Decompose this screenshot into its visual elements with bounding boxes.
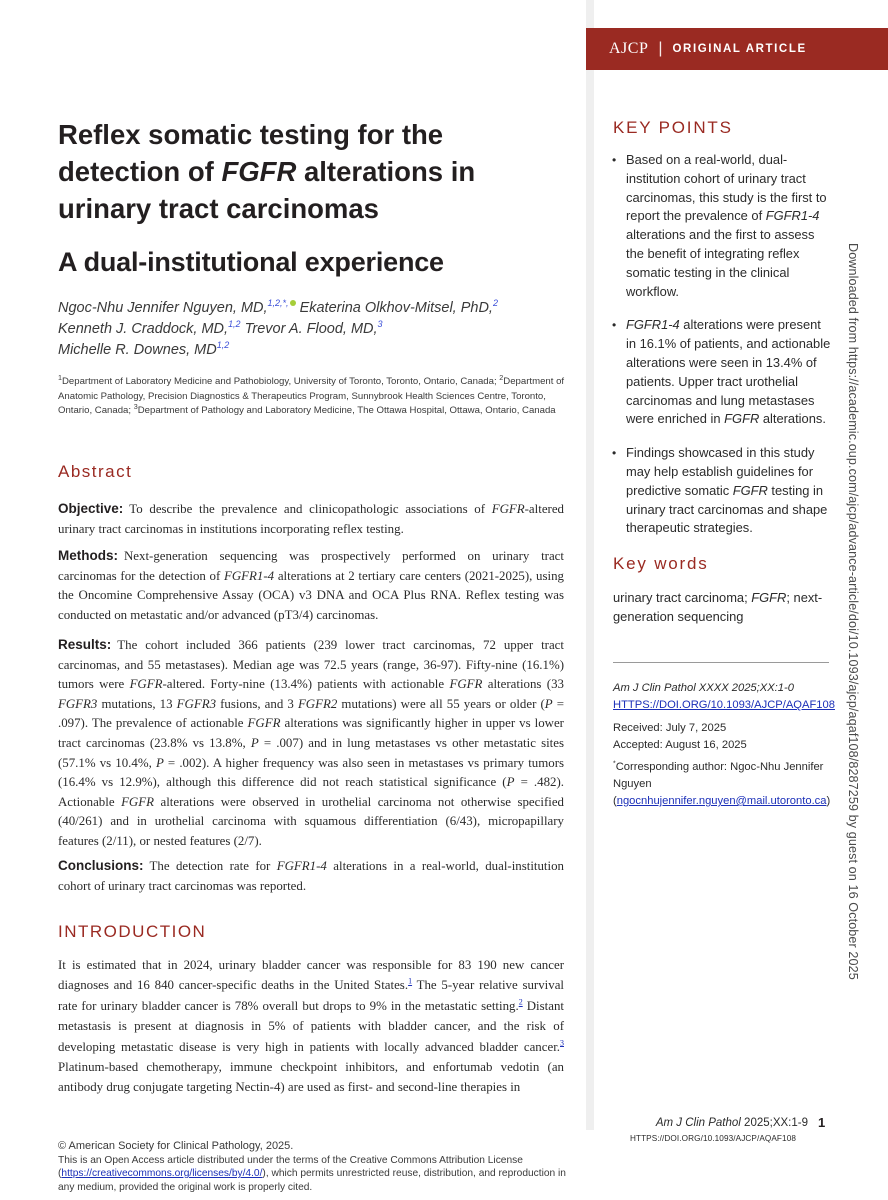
article-subtitle: A dual-institutional experience xyxy=(58,247,444,277)
abstract-methods: Methods: Next-generation sequencing was prospectively performed on urinary tract carcinomas for the detection of FGFR1-4 alterations at 2 tertiary care centers (2021-2025), using the Oncomine Comprehensive Assay (OCA) v3 DNA and OCA Plus RNA. Reflex testing was conducted on metastatic and/or advanced (pT3/4) carcinomas. xyxy=(58,548,564,622)
page-doi: HTTPS://DOI.ORG/10.1093/AJCP/AQAF108 xyxy=(629,1134,796,1143)
author-name: Ngoc-Nhu Jennifer Nguyen, MD, xyxy=(58,300,268,316)
affiliations: $^1$Department of Laboratory Medicine and Pathobiology, University of Toronto, Toronto, Ontario, Canada; $^2$Department of Anatomic Pathology, Precision Diagnostics & Therapeutics Program, Sunnybrook Health Sciences Centre, Toronto, Ontario, Canada; $^3$Department of Pathology and Laboratory Medicine, The Ottawa Hospital, Ottawa, Ontario, Canada xyxy=(58,372,565,417)
author-name: Ekaterina Olkhov-Mitsel, PhD, xyxy=(299,300,493,316)
introduction-heading: INTRODUCTION xyxy=(58,922,207,941)
journal-name: AJCP xyxy=(609,40,649,57)
license-footnote: © American Society for Clinical Pathology, 2025. This is an Open Access article distributed under the terms of the Creative Commons Attribution License (https://creativecommons.org/licenses/by/4.0/), which permits unrestricted reuse, distribution, and reproduction in any medium, provided the original work is properly cited. xyxy=(58,1140,566,1193)
corresponding-author: *Corresponding author: Ngoc-Nhu Jennifer Nguyen (ngocnhujennifer.nguyen@mail.utoronto.ca) xyxy=(613,760,831,807)
accepted-date: Accepted: August 16, 2025 xyxy=(613,739,747,751)
key-points-list xyxy=(612,151,834,553)
header-separator: | xyxy=(658,40,663,57)
divider xyxy=(613,662,829,663)
reference-link[interactable]: 3 xyxy=(560,1038,564,1048)
abstract-heading: Abstract xyxy=(58,462,133,481)
author-name: Kenneth J. Craddock, MD, xyxy=(58,321,229,337)
abstract-results: Results: The cohort included 366 patients (239 lower tract carcinomas, 72 upper tract carcinomas, and 55 metastases). Median age was 72.5 years (range, 36-97). Fifty-nine (16.1%) tumors were FGFR-altered. Forty-nine (13.4%) patients with actionable FGFR alterations (33 FGFR3 mutations, 13 FGFR3 fusions, and 3 FGFR2 mutations) were all 55 years or older (P = .097). The prevalence of actionable FGFR alterations was significantly higher in upper vs lower tract carcinomas (23.8% vs 13.8%, P = .007) and in lung metastases vs other metastatic sites (57.1% vs 10.4%, P = .002). A higher frequency was also seen in metastases vs primary tumors (16.4% vs 12.9%), although this difference did not reach statistical significance (P = .482). Actionable FGFR alterations were observed in urothelial carcinoma not otherwise specified (40/261) and in urothelial carcinoma with squamous differentiation (6/43), micropapillary features (2/11), or nested features (2/7). xyxy=(58,637,564,848)
introduction-text: It is estimated that in 2024, urinary bladder cancer was responsible for 83 190 new cancer diagnoses and 16 840 cancer-specific deaths in the United States.$^1$ The 5-year relative survival rate for urinary bladder cancer is 78% overall but drops to 9% in the metastatic setting.$^2$ Distant metastasis is present at diagnosis in 5% of patients with bladder cancer, and the risk of developing metastatic disease is very high in patients with locally advanced bladder cancer.$^3$ Platinum-based chemotherapy, immune checkpoint inhibitors, and enfortumab vedotin (an antibody drug conjugate targeting Nectin-4) are used as first- and second-line therapies in xyxy=(58,958,565,1095)
reference-link[interactable]: 1 xyxy=(408,977,413,987)
author-name: Trevor A. Flood, MD, xyxy=(244,321,378,337)
email-link[interactable]: ngocnhujennifer.nguyen@mail.utoronto.ca xyxy=(616,795,827,807)
key-point-item: • Based on a real-world, dual-institution cohort of urinary tract carcinomas, this study is the first to report the prevalence of FGFR1-4 alterations and the first to assess the benefit of integrating reflex somatic testing in the clinical workflow. xyxy=(612,152,827,299)
author-list xyxy=(58,298,578,361)
download-notice: Downloaded from https://academic.oup.com/ajcp/advance-article/doi/10.1093/ajcp/aqaf108/8287259 by guest on 16 October 2025 xyxy=(846,243,860,980)
doi-link[interactable]: HTTPS://DOI.ORG/10.1093/AJCP/AQAF108 xyxy=(613,699,835,711)
author-name: Michelle R. Downes, MD xyxy=(58,342,217,358)
column-divider xyxy=(586,0,594,1130)
journal-citation: Am J Clin Pathol XXXX 2025;XX:1-0 xyxy=(613,682,794,694)
received-date: Received: July 7, 2025 xyxy=(613,722,727,734)
author-affiliation-ref[interactable]: 1,2 xyxy=(228,319,241,330)
journal-header-band xyxy=(586,28,888,70)
key-points-heading: KEY POINTS xyxy=(613,118,733,137)
author-affiliation-ref[interactable]: 2 xyxy=(492,298,498,309)
article-title: Reflex somatic testing for the detection of FGFR alterations in urinary tract carcinomas xyxy=(58,119,476,224)
page-citation: Am J Clin Pathol 2025;XX:1-9 xyxy=(655,1117,808,1129)
keywords-heading: Key words xyxy=(613,554,709,573)
abstract-conclusions: Conclusions: The detection rate for FGFR1-4 alterations in a real-world, dual-institution cohort of urinary tract carcinomas was reported. xyxy=(58,858,564,893)
orcid-icon[interactable] xyxy=(290,300,296,306)
author-affiliation-ref[interactable]: 1,2,*, xyxy=(267,298,289,309)
author-affiliation-ref[interactable]: 1,2 xyxy=(216,340,230,351)
license-link[interactable]: https://creativecommons.org/licenses/by/4.0/ xyxy=(61,1168,263,1179)
reference-link[interactable]: 2 xyxy=(518,997,523,1007)
article-type: ORIGINAL ARTICLE xyxy=(672,43,807,55)
author-affiliation-ref[interactable]: 3 xyxy=(377,319,383,330)
key-point-item: • Findings showcased in this study may help establish guidelines for predictive somatic FGFR testing in urinary tract carcinomas and shape therapeutic strategies. xyxy=(612,445,828,536)
abstract-objective: Objective: To describe the prevalence and clinicopathologic associations of FGFR-altered urinary tract carcinomas in institutions incorporating reflex testing. xyxy=(58,501,564,536)
keywords-text: urinary tract carcinoma; FGFR; next-generation sequencing xyxy=(613,590,823,624)
page-number: 1 xyxy=(818,1115,826,1130)
key-point-item: • FGFR1-4 alterations were present in 16.1% of patients, and actionable alterations were seen in 13.4% of patients. Upper tract urothelial carcinomas and lung metastases were enriched in FGFR alterations. xyxy=(612,317,831,427)
